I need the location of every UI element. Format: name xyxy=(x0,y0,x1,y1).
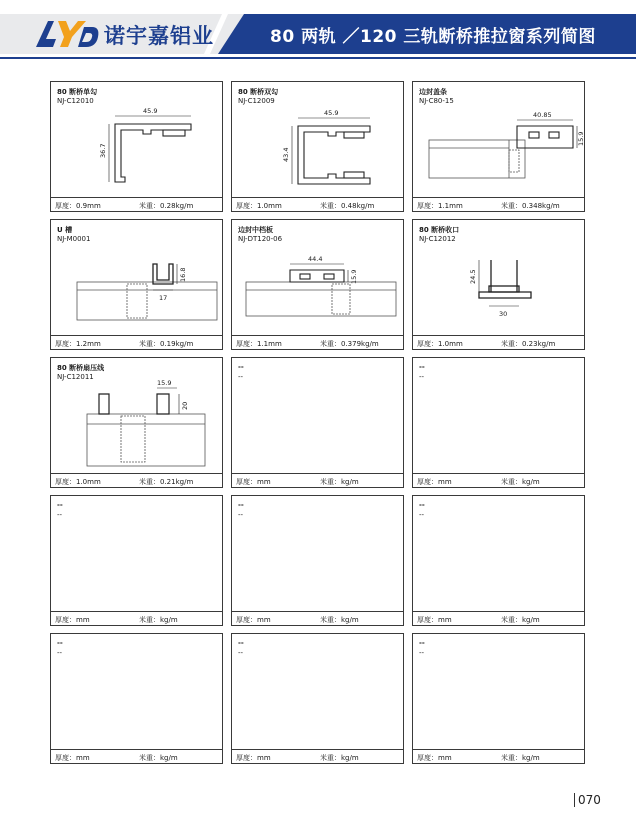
profile-card xyxy=(50,81,223,212)
height-dimension: 16.8 xyxy=(179,267,187,282)
weight-spec: 米重：0.21kg/m xyxy=(139,478,194,486)
profile-card xyxy=(231,219,404,350)
profile-name: -- xyxy=(419,501,425,509)
thickness-spec: 厚度：mm xyxy=(55,754,90,762)
profile-name: 边封中档板 xyxy=(238,226,273,234)
footer-divider xyxy=(574,793,575,807)
weight-spec: 米重：0.348kg/m xyxy=(501,202,560,210)
profile-drawing-area xyxy=(413,220,584,336)
profile-specs xyxy=(413,199,584,212)
profile-section-drawing xyxy=(232,82,403,198)
height-dimension: 43.4 xyxy=(282,147,290,162)
profile-specs xyxy=(413,613,584,626)
profile-section-drawing xyxy=(413,220,584,336)
profile-section-drawing xyxy=(232,220,403,336)
profile-code: -- xyxy=(238,511,244,519)
width-dimension: 45.9 xyxy=(143,107,158,115)
weight-spec: 米重：0.23kg/m xyxy=(501,340,556,348)
profile-name: -- xyxy=(238,501,244,509)
profile-drawing-area xyxy=(51,220,222,336)
thickness-spec: 厚度：mm xyxy=(236,754,271,762)
profile-drawing-area xyxy=(413,634,584,750)
profile-code: -- xyxy=(57,511,63,519)
profile-code: NJ-C12011 xyxy=(57,373,94,381)
profile-code: NJ-C12009 xyxy=(238,97,275,105)
width-dimension: 45.9 xyxy=(324,109,339,117)
profile-code: -- xyxy=(238,373,244,381)
empty-profile-card xyxy=(50,495,223,626)
profile-code: -- xyxy=(419,649,425,657)
profile-name: 边封盖条 xyxy=(419,88,447,96)
thickness-spec: 厚度：1.1mm xyxy=(417,202,463,210)
thickness-spec: 厚度：1.0mm xyxy=(417,340,463,348)
profile-name: U 槽 xyxy=(57,226,73,234)
profile-code: -- xyxy=(419,373,425,381)
profile-code: NJ-C12010 xyxy=(57,97,94,105)
profile-name: -- xyxy=(419,639,425,647)
header-rule xyxy=(0,57,636,59)
profile-drawing-area xyxy=(232,220,403,336)
page-number: 070 xyxy=(578,793,601,807)
weight-spec: 米重：0.379kg/m xyxy=(320,340,379,348)
profile-card xyxy=(412,219,585,350)
profile-specs xyxy=(413,337,584,350)
thickness-spec: 厚度：1.1mm xyxy=(236,340,282,348)
profile-section-drawing xyxy=(51,358,222,474)
profile-drawing-area xyxy=(51,358,222,474)
profile-code: NJ-DT120-06 xyxy=(238,235,283,243)
weight-spec: 米重：kg/m xyxy=(139,616,178,624)
empty-profile-card xyxy=(231,495,404,626)
width-dimension: 30 xyxy=(499,310,508,318)
profile-drawing-area xyxy=(232,634,403,750)
thickness-spec: 厚度：mm xyxy=(417,616,452,624)
weight-spec: 米重：kg/m xyxy=(320,616,359,624)
thickness-spec: 厚度：1.0mm xyxy=(55,478,101,486)
thickness-spec: 厚度：mm xyxy=(417,478,452,486)
profile-specs xyxy=(413,751,584,764)
weight-spec: 米重：kg/m xyxy=(501,616,540,624)
profile-name: 80 断桥单勾 xyxy=(57,88,98,96)
profile-specs xyxy=(232,337,403,350)
profile-specs xyxy=(232,751,403,764)
profile-section-drawing xyxy=(51,82,222,198)
profile-drawing-area xyxy=(51,634,222,750)
profile-section-drawing xyxy=(413,82,584,198)
profile-code: NJ-C80-15 xyxy=(419,97,454,105)
profile-drawing-area xyxy=(413,496,584,612)
profile-specs xyxy=(413,475,584,488)
page-title: 80 两轨 ／120 三轨断桥推拉窗系列简图 xyxy=(270,27,596,47)
empty-profile-card xyxy=(50,633,223,764)
profile-name: 80 断桥扇压线 xyxy=(57,364,105,372)
height-dimension: 15.9 xyxy=(350,269,358,284)
profile-code: NJ-C12012 xyxy=(419,235,456,243)
profile-drawing-area xyxy=(51,82,222,198)
company-logo-icon xyxy=(34,19,100,49)
profile-drawing-area xyxy=(232,82,403,198)
empty-profile-card xyxy=(231,633,404,764)
profile-name: -- xyxy=(419,363,425,371)
profile-drawing-area xyxy=(413,358,584,474)
empty-profile-card xyxy=(412,357,585,488)
profile-name: -- xyxy=(238,639,244,647)
profile-code: -- xyxy=(419,511,425,519)
profile-section-drawing xyxy=(51,220,222,336)
weight-spec: 米重：kg/m xyxy=(320,754,359,762)
profile-drawing-area xyxy=(51,496,222,612)
profile-card xyxy=(50,219,223,350)
brand-name: 诺宇嘉铝业 xyxy=(104,24,214,48)
profile-code: -- xyxy=(238,649,244,657)
profile-specs xyxy=(232,199,403,212)
profile-code: NJ-M0001 xyxy=(57,235,91,243)
weight-spec: 米重：kg/m xyxy=(501,754,540,762)
thickness-spec: 厚度：1.2mm xyxy=(55,340,101,348)
thickness-spec: 厚度：mm xyxy=(236,616,271,624)
profile-code: -- xyxy=(57,649,63,657)
profile-specs xyxy=(232,475,403,488)
weight-spec: 米重：0.19kg/m xyxy=(139,340,194,348)
height-dimension: 24.5 xyxy=(469,269,477,284)
empty-profile-card xyxy=(231,357,404,488)
weight-spec: 米重：0.48kg/m xyxy=(320,202,375,210)
profile-name: -- xyxy=(57,639,63,647)
profile-specs xyxy=(51,199,222,212)
profile-name: -- xyxy=(238,363,244,371)
weight-spec: 米重：kg/m xyxy=(139,754,178,762)
profile-specs xyxy=(51,475,222,488)
width-dimension: 44.4 xyxy=(308,255,323,263)
thickness-spec: 厚度：1.0mm xyxy=(236,202,282,210)
profile-card xyxy=(231,81,404,212)
profile-specs xyxy=(232,613,403,626)
thickness-spec: 厚度：mm xyxy=(55,616,90,624)
width-dimension: 40.85 xyxy=(533,111,552,119)
profile-card xyxy=(412,81,585,212)
page-header xyxy=(0,0,636,62)
profile-drawing-area xyxy=(232,358,403,474)
weight-spec: 米重：kg/m xyxy=(320,478,359,486)
profile-specs xyxy=(51,337,222,350)
profile-card xyxy=(50,357,223,488)
thickness-spec: 厚度：mm xyxy=(417,754,452,762)
width-dimension: 17 xyxy=(159,294,168,302)
height-dimension: 15.9 xyxy=(577,131,585,146)
height-dimension: 36.7 xyxy=(99,143,107,158)
thickness-spec: 厚度：mm xyxy=(236,478,271,486)
width-dimension: 15.9 xyxy=(157,379,172,387)
profile-drawing-area xyxy=(413,82,584,198)
weight-spec: 米重：kg/m xyxy=(501,478,540,486)
thickness-spec: 厚度：0.9mm xyxy=(55,202,101,210)
profile-name: -- xyxy=(57,501,63,509)
weight-spec: 米重：0.28kg/m xyxy=(139,202,194,210)
empty-profile-card xyxy=(412,633,585,764)
profile-name: 80 断桥双勾 xyxy=(238,88,279,96)
profile-drawing-area xyxy=(232,496,403,612)
profile-specs xyxy=(51,751,222,764)
profile-name: 80 断桥收口 xyxy=(419,226,460,234)
empty-profile-card xyxy=(412,495,585,626)
height-dimension: 20 xyxy=(181,401,189,410)
profile-specs xyxy=(51,613,222,626)
